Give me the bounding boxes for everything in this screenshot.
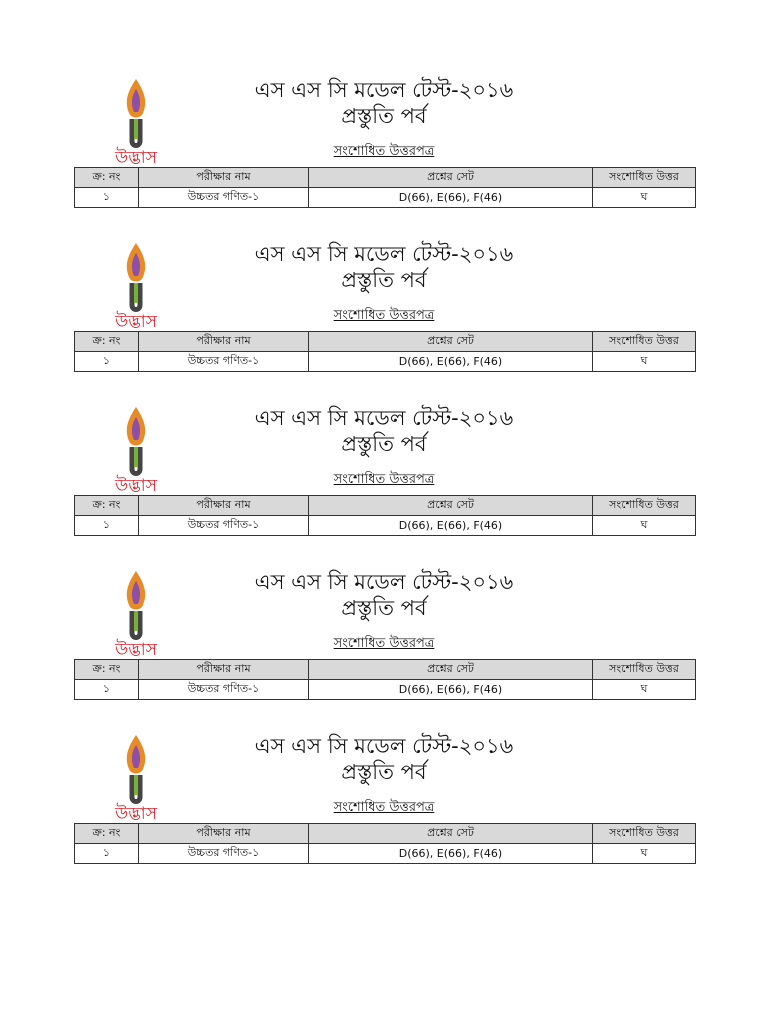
cell-exam-name: উচ্চতর গণিত-১ [139, 844, 309, 864]
logo-text: উদ্ভাস [115, 804, 157, 823]
table-row [75, 188, 696, 208]
cell-exam-name: উচ্চতর গণিত-১ [139, 680, 309, 700]
table-row [75, 844, 696, 864]
header-corrected-answer: সংশোধিত উত্তর [593, 168, 696, 188]
answer-table [74, 659, 696, 700]
cell-question-set: D(66), E(66), F(46) [309, 352, 593, 372]
header-question-set: প্রশ্নের সেট [309, 660, 593, 680]
answer-block-1 [0, 75, 768, 225]
logo-text: উদ্ভাস [115, 148, 157, 167]
answer-block-3 [0, 403, 768, 553]
table-row [75, 516, 696, 536]
cell-question-set: D(66), E(66), F(46) [309, 188, 593, 208]
cell-serial: ১ [75, 352, 139, 372]
header-exam-name: পরীক্ষার নাম [139, 660, 309, 680]
cell-question-set: D(66), E(66), F(46) [309, 844, 593, 864]
cell-exam-name: উচ্চতর গণিত-১ [139, 352, 309, 372]
header-exam-name: পরীক্ষার নাম [139, 168, 309, 188]
table-header-row [75, 824, 696, 844]
answer-caption: সংশোধিত উত্তরপত্র [333, 308, 435, 323]
header-corrected-answer: সংশোধিত উত্তর [593, 660, 696, 680]
udvash-logo [104, 731, 168, 823]
exam-title: এস এস সি মডেল টেস্ট-২০১৬ [254, 242, 514, 266]
header-corrected-answer: সংশোধিত উত্তর [593, 496, 696, 516]
cell-serial: ১ [75, 844, 139, 864]
exam-subtitle: প্রস্তুতি পর্ব [341, 596, 427, 620]
udvash-logo [104, 75, 168, 167]
exam-title: এস এস সি মডেল টেস্ট-২০১৬ [254, 406, 514, 430]
header-question-set: প্রশ্নের সেট [309, 332, 593, 352]
logo-text: উদ্ভাস [115, 476, 157, 495]
exam-subtitle: প্রস্তুতি পর্ব [341, 104, 427, 128]
table-header-row [75, 168, 696, 188]
answer-caption: সংশোধিত উত্তরপত্র [333, 144, 435, 159]
answer-table [74, 495, 696, 536]
cell-exam-name: উচ্চতর গণিত-১ [139, 516, 309, 536]
header-serial: ক্র: নং [75, 496, 139, 516]
answer-table [74, 331, 696, 372]
header-corrected-answer: সংশোধিত উত্তর [593, 332, 696, 352]
header-exam-name: পরীক্ষার নাম [139, 332, 309, 352]
header-exam-name: পরীক্ষার নাম [139, 824, 309, 844]
header-serial: ক্র: নং [75, 824, 139, 844]
answer-table [74, 823, 696, 864]
udvash-logo [104, 567, 168, 659]
cell-corrected-answer: ঘ [593, 188, 696, 208]
header-question-set: প্রশ্নের সেট [309, 168, 593, 188]
exam-title: এস এস সি মডেল টেস্ট-২০১৬ [254, 570, 514, 594]
cell-corrected-answer: ঘ [593, 352, 696, 372]
logo-text: উদ্ভাস [115, 640, 157, 659]
table-row [75, 680, 696, 700]
table-header-row [75, 660, 696, 680]
udvash-logo [104, 403, 168, 495]
answer-table [74, 167, 696, 208]
header-question-set: প্রশ্নের সেট [309, 824, 593, 844]
table-header-row [75, 496, 696, 516]
answer-caption: সংশোধিত উত্তরপত্র [333, 636, 435, 651]
header-corrected-answer: সংশোধিত উত্তর [593, 824, 696, 844]
cell-question-set: D(66), E(66), F(46) [309, 680, 593, 700]
cell-corrected-answer: ঘ [593, 844, 696, 864]
header-serial: ক্র: নং [75, 168, 139, 188]
cell-exam-name: উচ্চতর গণিত-১ [139, 188, 309, 208]
answer-caption: সংশোধিত উত্তরপত্র [333, 472, 435, 487]
header-exam-name: পরীক্ষার নাম [139, 496, 309, 516]
udvash-logo [104, 239, 168, 331]
answer-block-4 [0, 567, 768, 717]
header-serial: ক্র: নং [75, 660, 139, 680]
header-serial: ক্র: নং [75, 332, 139, 352]
table-header-row [75, 332, 696, 352]
answer-caption: সংশোধিত উত্তরপত্র [333, 800, 435, 815]
exam-subtitle: প্রস্তুতি পর্ব [341, 760, 427, 784]
cell-corrected-answer: ঘ [593, 680, 696, 700]
header-question-set: প্রশ্নের সেট [309, 496, 593, 516]
cell-serial: ১ [75, 188, 139, 208]
exam-subtitle: প্রস্তুতি পর্ব [341, 432, 427, 456]
exam-title: এস এস সি মডেল টেস্ট-২০১৬ [254, 78, 514, 102]
cell-corrected-answer: ঘ [593, 516, 696, 536]
cell-question-set: D(66), E(66), F(46) [309, 516, 593, 536]
exam-title: এস এস সি মডেল টেস্ট-২০১৬ [254, 734, 514, 758]
answer-block-2 [0, 239, 768, 389]
cell-serial: ১ [75, 680, 139, 700]
logo-text: উদ্ভাস [115, 312, 157, 331]
answer-block-5 [0, 731, 768, 881]
table-row [75, 352, 696, 372]
exam-subtitle: প্রস্তুতি পর্ব [341, 268, 427, 292]
cell-serial: ১ [75, 516, 139, 536]
